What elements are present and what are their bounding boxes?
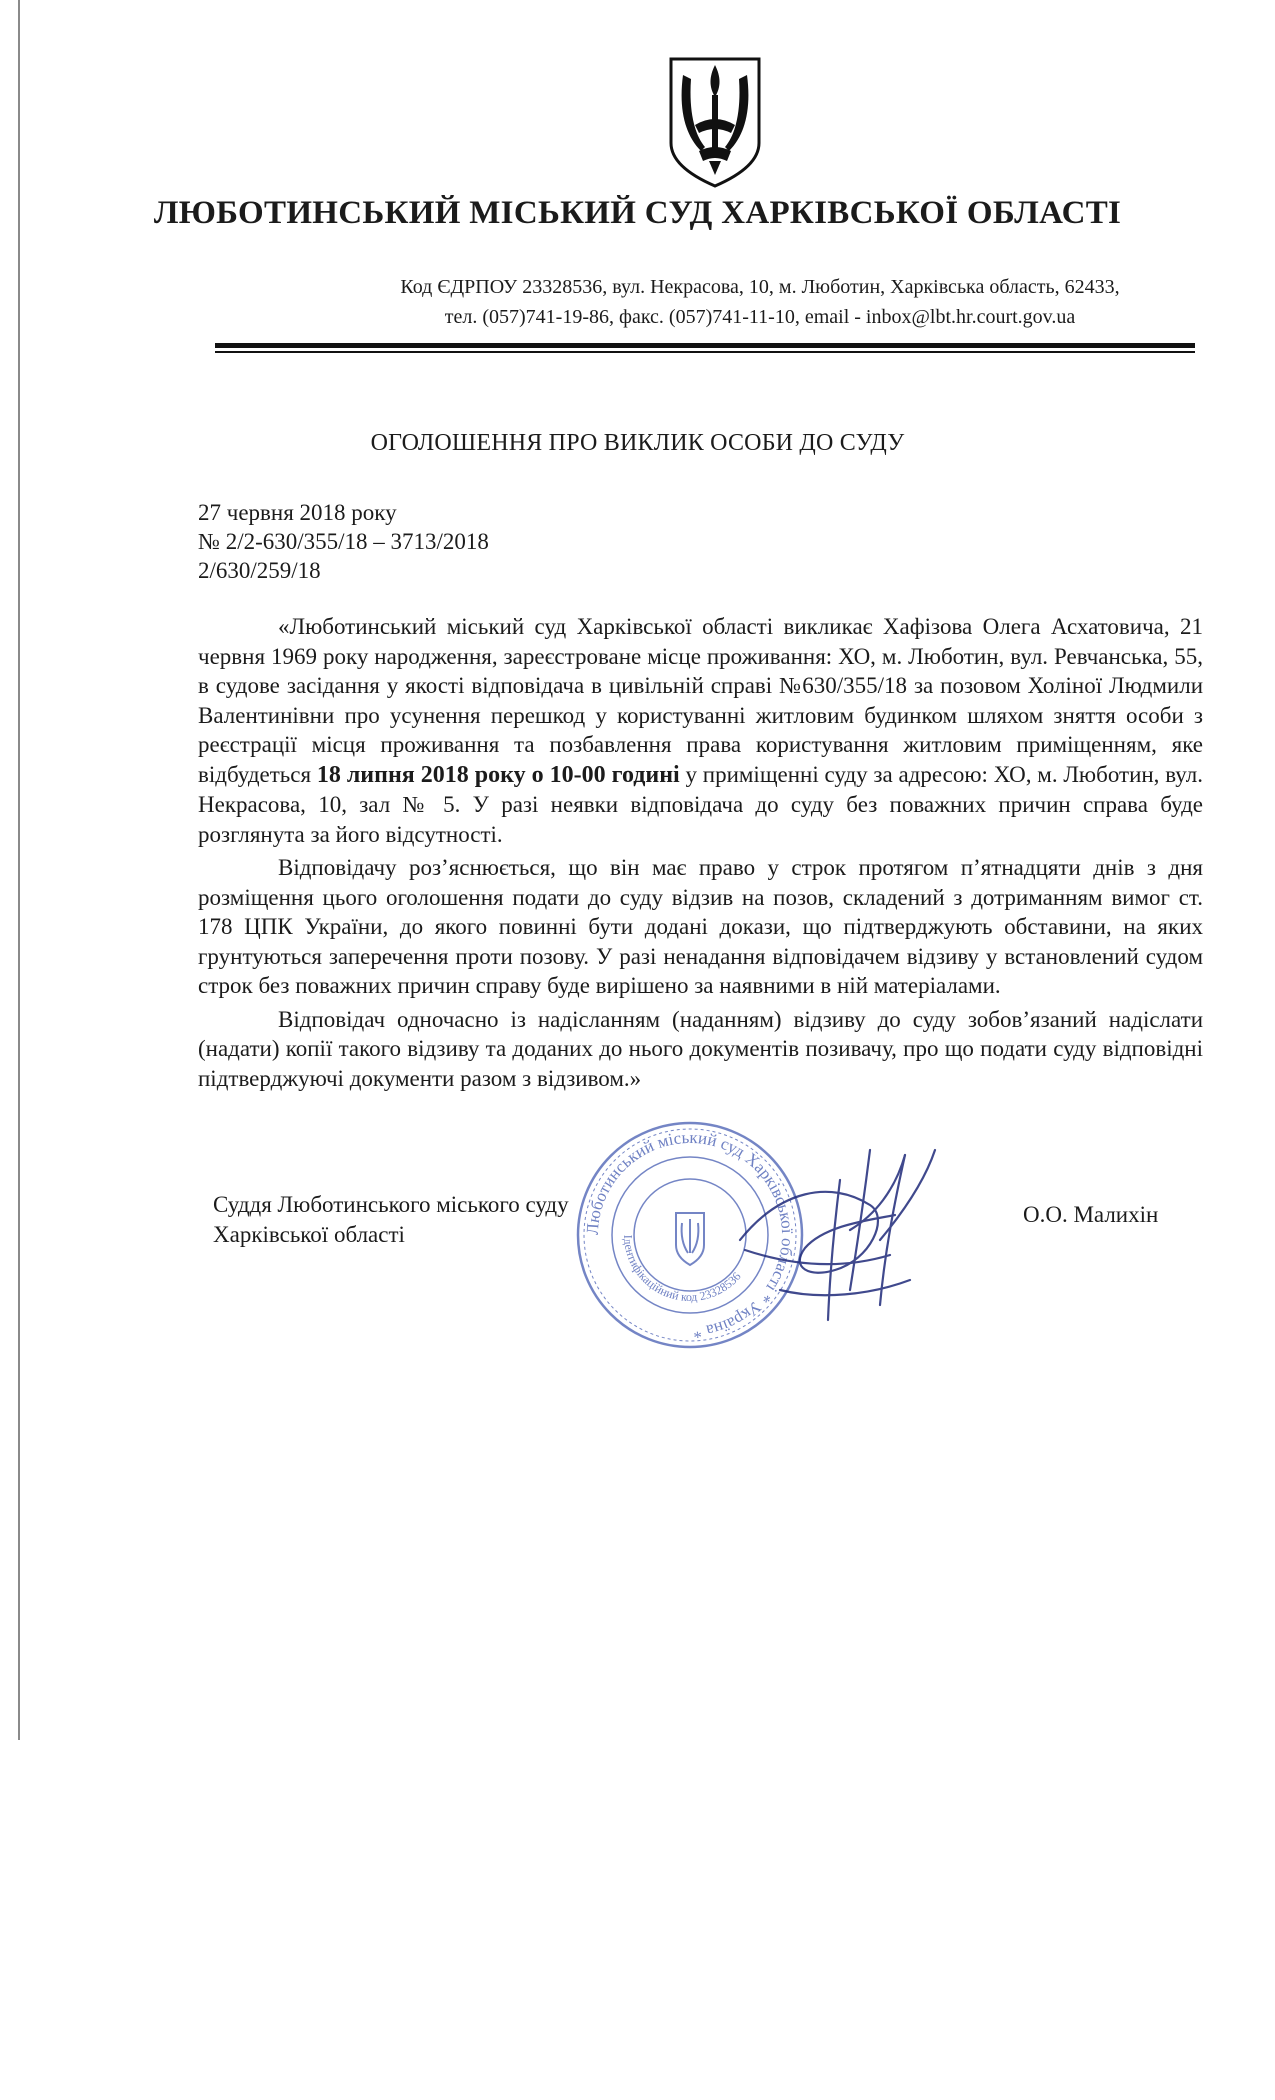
court-contacts (360, 272, 1160, 332)
contact-line-1: Код ЄДРПОУ 23328536, вул. Некрасова, 10, м. Люботин, Харківська область, 62433, (400, 276, 1120, 298)
scan-edge-line (18, 0, 20, 1740)
paragraph-3: Відповідач одночасно із надісланням (наданням) відзиву до суду зобов’язаний надіслати (надати) копії такого відзиву та доданих до нього документів позивачу, про що подати суду відповідні підтверджуючі документи разом з відзивом.» (198, 1006, 1203, 1091)
signer-position-line-2: Харківської області (213, 1222, 405, 1247)
hearing-datetime: 18 липня 2018 року о 10-00 годині (316, 761, 680, 788)
document-meta (198, 498, 489, 585)
court-name: ЛЮБОТИНСЬКИЙ МІСЬКИЙ СУД ХАРКІВСЬКОЇ ОБЛАСТІ (153, 195, 1122, 231)
document-date: 27 червня 2018 року (198, 500, 397, 525)
stamp-inner-text: Ідентифікаційний код 23328536 (620, 1234, 744, 1305)
proceeding-number: 2/630/259/18 (198, 558, 321, 583)
judge-name: О.О. Малихін (1023, 1202, 1159, 1227)
case-number: № 2/2-630/355/18 – 3713/2018 (198, 529, 489, 554)
stamp-outer-text: Люботинський міський суд Харківської області * Україна * (582, 1127, 798, 1343)
signer-position (213, 1190, 569, 1250)
handwritten-signature-icon (720, 1120, 950, 1350)
header-divider-thick (215, 343, 1195, 348)
header-divider-thin (215, 351, 1195, 353)
trident-icon (665, 55, 765, 190)
contact-line-2: тел. (057)741-19-86, факс. (057)741-11-10, email - inbox@lbt.hr.court.gov.ua (444, 306, 1076, 328)
notice-body (198, 612, 1203, 1097)
paragraph-1 (198, 612, 1203, 849)
document-title: ОГОЛОШЕННЯ ПРО ВИКЛИК ОСОБИ ДО СУДУ (370, 430, 905, 456)
paragraph-2: Відповідачу роз’яснюється, що він має право у строк протягом п’ятнадцяти днів з дня розміщення цього оголошення подати до суду відзив на позов, складений з дотриманням вимог ст. 178 ЦПК України, до якого повинні бути додані докази, що підтверджують обставини, на яких грунтуються заперечення проти позову. У разі ненадання відповідачем відзиву у встановлений судом строк без поважних причин справу буде вирішено за наявними в ній матеріалами. (198, 855, 1203, 998)
signer-position-line-1: Суддя Люботинського міського суду (213, 1192, 569, 1217)
paragraph-1-text: «Люботинський міський суд Харківської області викликає Хафізова Олега Асхатовича, 21 червня 1969 року народження, зареєстроване місце проживання: ХО, м. Люботин, вул. Ревчанська, 55, в судове засідання у якості відповідача в цивільній справі №630/355/18 за позовом Холіної Людмили Валентинівни про усунення перешкод у користуванні житловим будинком шляхом зняття особи з реєстрації місця проживання та позбавлення права користування житловим приміщенням, яке відбудеться (198, 614, 1203, 787)
paragraph-1-text-end: у приміщенні суду за адресою: ХО, м. Люботин, вул. Некрасова, 10, зал № 5. У разі неявки відповідача до суду без поважних причин справа буде розглянута за його відсутності. (198, 761, 1203, 847)
